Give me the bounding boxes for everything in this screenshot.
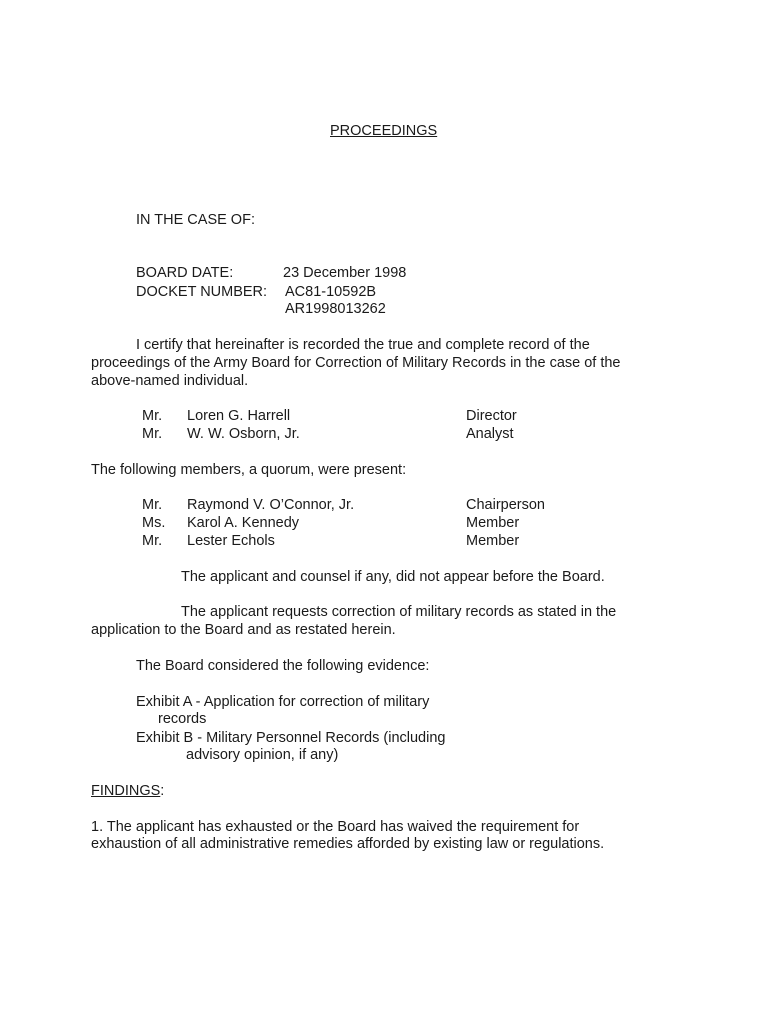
member-title: Mr. — [142, 533, 163, 549]
member-title: Ms. — [142, 515, 166, 531]
request-line-1: The applicant requests correction of military records as stated in the — [181, 604, 617, 620]
finding-1-line-2: exhaustion of all administrative remedies afforded by existing law or regulations. — [91, 836, 605, 852]
finding-1-line-1: 1. The applicant has exhausted or the Board has waived the requirement for — [91, 819, 580, 835]
request-line-2: application to the Board and as restated herein. — [91, 622, 396, 638]
page-title: PROCEEDINGS — [330, 123, 438, 139]
findings-colon: : — [160, 783, 165, 799]
exhibit-a-line-2: records — [158, 711, 207, 727]
board-date-value: 23 December 1998 — [283, 265, 407, 281]
board-date-label: BOARD DATE: — [136, 265, 234, 281]
docket-number-value-1: AC81-10592B — [285, 284, 377, 300]
certify-line-3: above-named individual. — [91, 373, 249, 389]
findings-heading — [91, 782, 164, 800]
member-role: Member — [466, 533, 520, 549]
docket-number-label: DOCKET NUMBER: — [136, 284, 268, 300]
staff-role: Director — [466, 408, 517, 424]
staff-title: Mr. — [142, 426, 163, 442]
certify-line-2: proceedings of the Army Board for Correction of Military Records in the case of the — [91, 355, 621, 371]
staff-role: Analyst — [466, 426, 514, 442]
member-name: Raymond V. O’Connor, Jr. — [187, 497, 355, 513]
exhibit-b-line-2: advisory opinion, if any) — [186, 747, 339, 763]
member-role: Chairperson — [466, 497, 545, 513]
member-name: Lester Echols — [187, 533, 275, 549]
exhibit-b-line-1: Exhibit B - Military Personnel Records (including — [136, 730, 446, 746]
member-role: Member — [466, 515, 520, 531]
evidence-heading: The Board considered the following evidence: — [136, 658, 430, 674]
case-heading: IN THE CASE OF: — [136, 212, 255, 228]
staff-name: Loren G. Harrell — [187, 408, 291, 424]
member-name: Karol A. Kennedy — [187, 515, 300, 531]
quorum-text: The following members, a quorum, were present: — [91, 462, 407, 478]
findings-label: FINDINGS — [91, 783, 161, 799]
staff-name: W. W. Osborn, Jr. — [187, 426, 300, 442]
member-title: Mr. — [142, 497, 163, 513]
exhibit-a-line-1: Exhibit A - Application for correction of military — [136, 694, 430, 710]
appearance-text: The applicant and counsel if any, did not appear before the Board. — [181, 569, 605, 585]
staff-title: Mr. — [142, 408, 163, 424]
docket-number-value-2: AR1998013262 — [285, 301, 386, 317]
certify-line-1: I certify that hereinafter is recorded the true and complete record of the — [136, 337, 590, 353]
